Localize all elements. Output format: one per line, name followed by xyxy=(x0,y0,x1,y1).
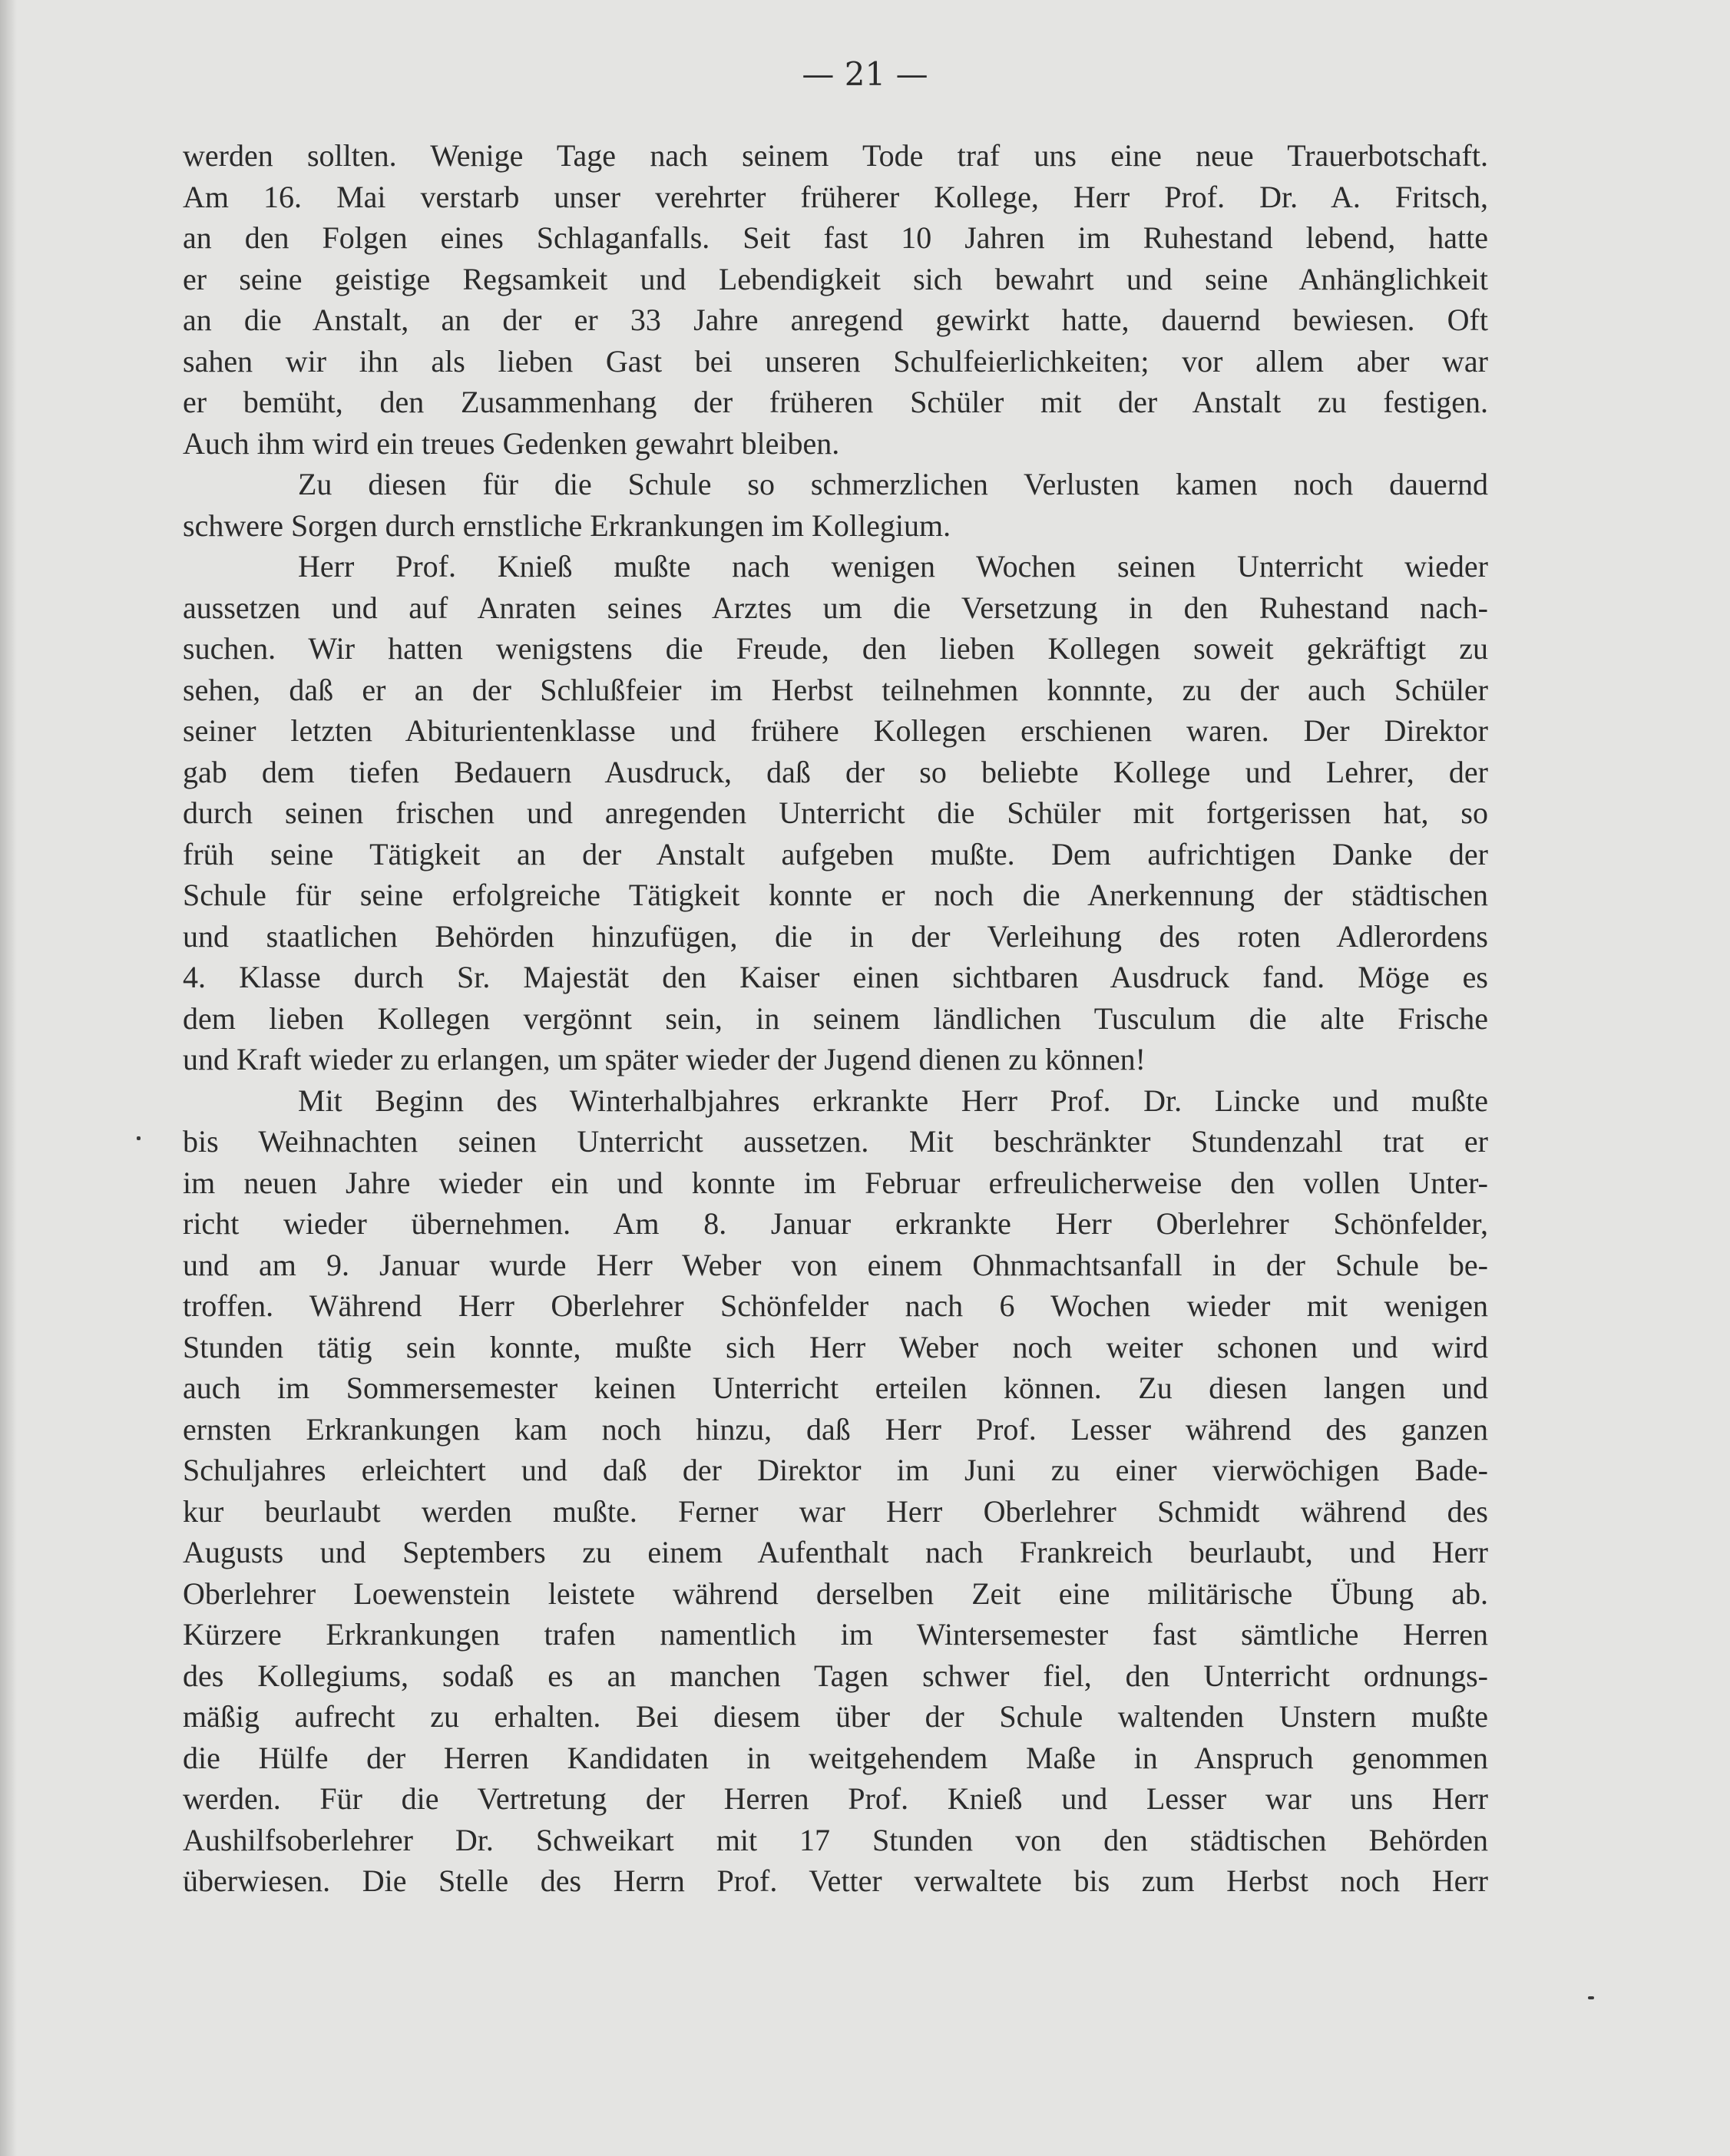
text-line: Oberlehrer Loewenstein leistete während derselben Zeit eine militärische Übung ab. xyxy=(183,1576,1488,1611)
body-text xyxy=(183,135,1488,1902)
scan-speck xyxy=(1588,1996,1594,1999)
text-line: Kürzere Erkrankungen trafen namentlich im Wintersemester fast sämtliche Herren xyxy=(183,1617,1488,1652)
text-line: Stunden tätig sein konnte, mußte sich Herr Weber noch weiter schonen und wird xyxy=(183,1329,1488,1364)
text-line: er seine geistige Regsamkeit und Lebendigkeit sich bewahrt und seine Anhänglichkeit xyxy=(183,261,1488,296)
text-line: schwere Sorgen durch ernstliche Erkrankungen im Kollegium. xyxy=(183,508,951,543)
scan-speck xyxy=(137,1136,141,1140)
text-line: Schuljahres erleichtert und daß der Direktor im Juni zu einer vierwöchigen Bade- xyxy=(183,1453,1488,1487)
text-line: und am 9. Januar wurde Herr Weber von einem Ohnmachtsanfall in der Schule be- xyxy=(183,1247,1488,1282)
text-line: werden sollten. Wenige Tage nach seinem Tode traf uns eine neue Trauerbotschaft. xyxy=(183,138,1488,173)
text-line: Herr Prof. Knieß mußte nach wenigen Wochen seinen Unterricht wieder xyxy=(298,549,1488,584)
text-line: und staatlichen Behörden hinzufügen, die in der Verleihung des roten Adlerordens xyxy=(183,918,1488,954)
text-line: Auch ihm wird ein treues Gedenken gewahrt bleiben. xyxy=(183,425,840,461)
text-line: im neuen Jahre wieder ein und konnte im Februar erfreulicherweise den vollen Unter- xyxy=(183,1165,1488,1200)
text-line: früh seine Tätigkeit an der Anstalt aufgeben mußte. Dem aufrichtigen Danke der xyxy=(183,836,1488,871)
text-line: er bemüht, den Zusammenhang der früheren Schüler mit der Anstalt zu festigen. xyxy=(183,385,1488,419)
text-line: an die Anstalt, an der er 33 Jahre anregend gewirkt hatte, dauernd bewiesen. Oft xyxy=(183,303,1488,337)
text-line: dem lieben Kollegen vergönnt sein, in seinem ländlichen Tusculum die alte Frische xyxy=(183,1000,1488,1036)
text-line: sehen, daß er an der Schlußfeier im Herbst teilnehmen konnnte, zu der auch Schüler xyxy=(183,672,1488,707)
text-line: seiner letzten Abiturientenklasse und frühere Kollegen erschienen waren. Der Direktor xyxy=(183,713,1488,748)
text-line: 4. Klasse durch Sr. Majestät den Kaiser einen sichtbaren Ausdruck fand. Möge es xyxy=(183,960,1488,994)
text-line: ernsten Erkrankungen kam noch hinzu, daß Herr Prof. Lesser während des ganzen xyxy=(183,1411,1488,1447)
text-line: und Kraft wieder zu erlangen, um später wieder der Jugend dienen zu können! xyxy=(183,1042,1146,1076)
text-line: Am 16. Mai verstarb unser verehrter früherer Kollege, Herr Prof. Dr. A. Fritsch, xyxy=(183,179,1488,214)
scan-edge-shadow xyxy=(0,0,17,2156)
text-line: auch im Sommersemester keinen Unterricht erteilen können. Zu diesen langen und xyxy=(183,1371,1488,1405)
text-line: Schule für seine erfolgreiche Tätigkeit konnte er noch die Anerkennung der städtischen xyxy=(183,878,1488,912)
text-line: mäßig aufrecht zu erhalten. Bei diesem über der Schule waltenden Unstern mußte xyxy=(183,1699,1488,1734)
text-line: durch seinen frischen und anregenden Unterricht die Schüler mit fortgerissen hat, so xyxy=(183,795,1488,830)
text-line: die Hülfe der Herren Kandidaten in weitgehendem Maße in Anspruch genommen xyxy=(183,1740,1488,1775)
text-line: aussetzen und auf Anraten seines Arztes um die Versetzung in den Ruhestand nach- xyxy=(183,590,1488,625)
text-line: richt wieder übernehmen. Am 8. Januar erkrankte Herr Oberlehrer Schönfelder, xyxy=(183,1206,1488,1241)
text-line: gab dem tiefen Bedauern Ausdruck, daß der so beliebte Kollege und Lehrer, der xyxy=(183,754,1488,789)
text-line: suchen. Wir hatten wenigstens die Freude, den lieben Kollegen soweit gekräftigt zu xyxy=(183,631,1488,666)
text-line: troffen. Während Herr Oberlehrer Schönfelder nach 6 Wochen wieder mit wenigen xyxy=(183,1288,1488,1323)
text-line: Mit Beginn des Winterhalbjahres erkrankte Herr Prof. Dr. Lincke und mußte xyxy=(298,1083,1488,1118)
text-line: des Kollegiums, sodaß es an manchen Tagen schwer fiel, den Unterricht ordnungs- xyxy=(183,1658,1488,1693)
text-line: Zu diesen für die Schule so schmerzlichen Verlusten kamen noch dauernd xyxy=(298,467,1488,501)
text-line: überwiesen. Die Stelle des Herrn Prof. Vetter verwaltete bis zum Herbst noch Herr xyxy=(183,1863,1488,1898)
text-line: Augusts und Septembers zu einem Aufenthalt nach Frankreich beurlaubt, und Herr xyxy=(183,1535,1488,1569)
text-line: bis Weihnachten seinen Unterricht aussetzen. Mit beschränkter Stundenzahl trat er xyxy=(183,1124,1488,1159)
text-line: sahen wir ihn als lieben Gast bei unseren Schulfeierlichkeiten; vor allem aber war xyxy=(183,343,1488,379)
text-line: kur beurlaubt werden mußte. Ferner war Herr Oberlehrer Schmidt während des xyxy=(183,1493,1488,1529)
text-line: Aushilfsoberlehrer Dr. Schweikart mit 17 Stunden von den städtischen Behörden xyxy=(183,1822,1488,1857)
text-line: werden. Für die Vertretung der Herren Prof. Knieß und Lesser war uns Herr xyxy=(183,1781,1488,1816)
text-line: an den Folgen eines Schlaganfalls. Seit fast 10 Jahren im Ruhestand lebend, hatte xyxy=(183,220,1488,255)
page-number: — 21 — xyxy=(802,55,928,93)
